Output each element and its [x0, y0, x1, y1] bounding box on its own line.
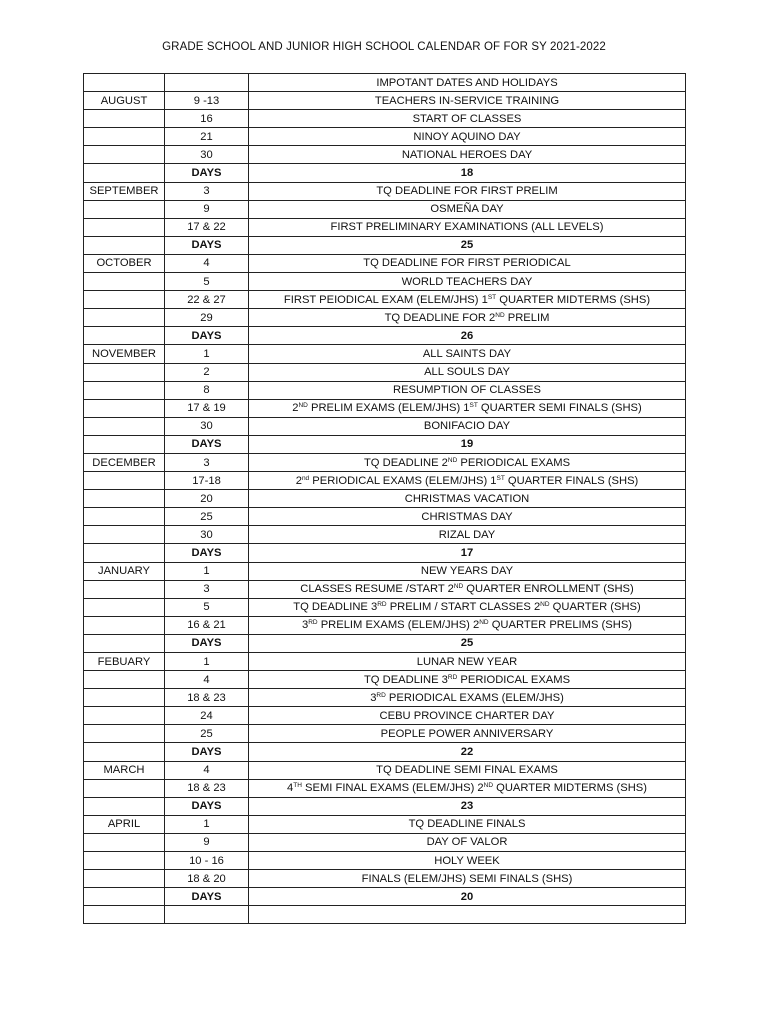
days-label-cell: DAYS	[165, 435, 249, 453]
date-cell: 21	[165, 128, 249, 146]
date-cell: 4	[165, 254, 249, 272]
month-cell	[84, 236, 165, 254]
table-row	[84, 761, 686, 779]
month-cell	[84, 707, 165, 725]
days-count-cell: 25	[249, 634, 686, 652]
table-row	[84, 779, 686, 797]
date-cell: 30	[165, 146, 249, 164]
days-total-row	[84, 797, 686, 815]
month-cell	[84, 526, 165, 544]
month-cell: APRIL	[84, 815, 165, 833]
month-cell	[84, 797, 165, 815]
event-cell: TEACHERS IN-SERVICE TRAINING	[249, 92, 686, 110]
month-cell	[84, 381, 165, 399]
event-cell: PEOPLE POWER ANNIVERSARY	[249, 725, 686, 743]
date-cell: 16 & 21	[165, 616, 249, 634]
event-text-segment: 3	[301, 619, 309, 632]
month-cell	[84, 906, 165, 924]
date-cell: 16	[165, 110, 249, 128]
days-label-cell: DAYS	[165, 164, 249, 182]
event-cell: START OF CLASSES	[249, 110, 686, 128]
month-cell	[84, 779, 165, 797]
table-row	[84, 92, 686, 110]
event-text-segment: SEMI FINAL EXAMS (ELEM/JHS) 2	[301, 782, 484, 795]
ordinal-suffix: ND	[298, 402, 308, 410]
event-text-segment: 3	[370, 691, 377, 704]
table-row	[84, 598, 686, 616]
table-row	[84, 218, 686, 236]
month-cell: FEBUARY	[84, 653, 165, 671]
table-row	[84, 562, 686, 580]
days-label-cell: DAYS	[165, 544, 249, 562]
days-total-row	[84, 888, 686, 906]
month-cell: SEPTEMBER	[84, 182, 165, 200]
date-cell: 3	[165, 453, 249, 471]
days-label-cell: DAYS	[165, 743, 249, 761]
date-cell: 30	[165, 417, 249, 435]
month-cell: OCTOBER	[84, 254, 165, 272]
month-cell	[84, 508, 165, 526]
days-total-row	[84, 327, 686, 345]
date-cell: 1	[165, 653, 249, 671]
event-cell: TQ DEADLINE FINALS	[249, 815, 686, 833]
table-row	[84, 381, 686, 399]
ordinal-suffix: TH	[293, 782, 302, 790]
event-cell	[249, 779, 686, 797]
event-cell	[249, 906, 686, 924]
ordinal-suffix: ND	[447, 456, 458, 464]
event-cell: WORLD TEACHERS DAY	[249, 273, 686, 291]
event-cell: NEW YEARS DAY	[249, 562, 686, 580]
event-cell: BONIFACIO DAY	[249, 417, 686, 435]
event-text-segment: PRELIM EXAMS (ELEM/JHS) 2	[317, 619, 480, 632]
event-text-segment: 2	[292, 402, 299, 415]
event-text-segment: QUARTER MIDTERMS (SHS)	[493, 782, 647, 795]
days-label-cell: DAYS	[165, 236, 249, 254]
date-cell: 1	[165, 345, 249, 363]
table-row	[84, 906, 686, 924]
table-row	[84, 508, 686, 526]
event-text-segment: PERIODICAL EXAMS (ELEM/JHS)	[385, 691, 564, 704]
days-total-row	[84, 164, 686, 182]
month-cell	[84, 725, 165, 743]
table-row	[84, 653, 686, 671]
table-row	[84, 309, 686, 327]
date-cell: 9	[165, 200, 249, 218]
event-text-segment: PRELIM EXAMS (ELEM/JHS) 1	[307, 402, 470, 415]
event-cell: NATIONAL HEROES DAY	[249, 146, 686, 164]
table-row	[84, 453, 686, 471]
month-cell: MARCH	[84, 761, 165, 779]
days-count-cell: 22	[249, 743, 686, 761]
event-cell	[249, 453, 686, 471]
date-cell: 4	[165, 671, 249, 689]
date-cell: 17 & 22	[165, 218, 249, 236]
event-cell: NINOY AQUINO DAY	[249, 128, 686, 146]
event-text-segment: QUARTER PRELIMS (SHS)	[488, 619, 633, 632]
event-text-segment: QUARTER FINALS (SHS)	[504, 474, 639, 487]
days-count-cell: 17	[249, 544, 686, 562]
event-text-segment: TQ DEADLINE 2	[363, 456, 448, 469]
date-cell: 18 & 23	[165, 779, 249, 797]
date-cell: 9 -13	[165, 92, 249, 110]
table-row	[84, 146, 686, 164]
event-cell: HOLY WEEK	[249, 852, 686, 870]
event-cell: CHRISTMAS DAY	[249, 508, 686, 526]
date-cell: 25	[165, 725, 249, 743]
month-cell	[84, 544, 165, 562]
event-cell: LUNAR NEW YEAR	[249, 653, 686, 671]
month-cell	[84, 743, 165, 761]
table-row	[84, 254, 686, 272]
month-cell	[84, 435, 165, 453]
ordinal-suffix: RD	[447, 673, 458, 681]
event-text-segment: QUARTER SEMI FINALS (SHS)	[477, 402, 642, 415]
event-cell	[249, 580, 686, 598]
date-cell: 5	[165, 598, 249, 616]
event-cell	[249, 472, 686, 490]
table-row	[84, 128, 686, 146]
days-count-cell: 18	[249, 164, 686, 182]
ordinal-suffix: RD	[377, 601, 387, 609]
month-cell	[84, 164, 165, 182]
month-cell	[84, 833, 165, 851]
days-count-cell: 20	[249, 888, 686, 906]
table-row	[84, 182, 686, 200]
event-cell	[249, 399, 686, 417]
days-total-row	[84, 435, 686, 453]
event-text-segment: PERIODICAL EXAMS	[457, 456, 571, 469]
days-label-cell: DAYS	[165, 327, 249, 345]
date-cell: 20	[165, 490, 249, 508]
date-cell: 30	[165, 526, 249, 544]
month-cell	[84, 472, 165, 490]
month-cell	[84, 852, 165, 870]
month-cell	[84, 218, 165, 236]
table-row	[84, 417, 686, 435]
table-row	[84, 870, 686, 888]
month-cell	[84, 363, 165, 381]
days-label-cell: DAYS	[165, 634, 249, 652]
table-row	[84, 725, 686, 743]
table-row	[84, 815, 686, 833]
month-cell: AUGUST	[84, 92, 165, 110]
month-cell	[84, 146, 165, 164]
days-label-cell: DAYS	[165, 797, 249, 815]
table-row	[84, 833, 686, 851]
event-cell: TQ DEADLINE SEMI FINAL EXAMS	[249, 761, 686, 779]
date-cell: 2	[165, 363, 249, 381]
event-text-segment: 2	[295, 474, 302, 487]
date-cell: 29	[165, 309, 249, 327]
table-row	[84, 490, 686, 508]
event-cell: RIZAL DAY	[249, 526, 686, 544]
days-label-cell: DAYS	[165, 888, 249, 906]
event-cell: CHRISTMAS VACATION	[249, 490, 686, 508]
table-row	[84, 363, 686, 381]
month-cell	[84, 399, 165, 417]
month-cell	[84, 689, 165, 707]
days-total-row	[84, 544, 686, 562]
event-cell: TQ DEADLINE FOR FIRST PRELIM	[249, 182, 686, 200]
event-text-segment: PERIODICAL EXAMS (ELEM/JHS) 1	[309, 474, 497, 487]
month-cell	[84, 200, 165, 218]
table-row	[84, 707, 686, 725]
header-row	[84, 74, 686, 92]
table-row	[84, 689, 686, 707]
month-cell: NOVEMBER	[84, 345, 165, 363]
date-cell: 1	[165, 562, 249, 580]
table-row	[84, 399, 686, 417]
event-cell: ALL SAINTS DAY	[249, 345, 686, 363]
date-cell: 5	[165, 273, 249, 291]
date-cell: 9	[165, 833, 249, 851]
header-event-cell: IMPOTANT DATES AND HOLIDAYS	[249, 74, 686, 92]
month-cell	[84, 309, 165, 327]
date-cell: 4	[165, 761, 249, 779]
ordinal-suffix: ND	[540, 601, 550, 609]
event-cell	[249, 309, 686, 327]
month-cell	[84, 671, 165, 689]
days-count-cell: 26	[249, 327, 686, 345]
ordinal-suffix: nd	[301, 474, 310, 482]
days-total-row	[84, 236, 686, 254]
date-cell: 24	[165, 707, 249, 725]
event-text-segment: TQ DEADLINE 3	[293, 601, 378, 614]
document-title: GRADE SCHOOL AND JUNIOR HIGH SCHOOL CALENDAR OF FOR SY 2021-2022	[162, 41, 606, 53]
month-cell	[84, 273, 165, 291]
ordinal-suffix: ND	[483, 782, 494, 790]
event-text-segment: FIRST PEIODICAL EXAM (ELEM/JHS) 1	[283, 293, 488, 306]
date-cell: 17-18	[165, 472, 249, 490]
date-cell: 22 & 27	[165, 291, 249, 309]
month-cell	[84, 128, 165, 146]
month-cell	[84, 417, 165, 435]
days-total-row	[84, 743, 686, 761]
table-row	[84, 200, 686, 218]
header-month-cell	[84, 74, 165, 92]
ordinal-suffix: ST	[487, 293, 497, 301]
event-cell: CEBU PROVINCE CHARTER DAY	[249, 707, 686, 725]
days-count-cell: 25	[249, 236, 686, 254]
calendar-table	[83, 73, 686, 924]
month-cell	[84, 580, 165, 598]
table-row	[84, 273, 686, 291]
date-cell	[165, 906, 249, 924]
month-cell	[84, 327, 165, 345]
month-cell	[84, 870, 165, 888]
table-row	[84, 345, 686, 363]
event-cell	[249, 689, 686, 707]
event-cell	[249, 598, 686, 616]
month-cell	[84, 110, 165, 128]
calendar-body	[84, 74, 686, 924]
header-date-cell	[165, 74, 249, 92]
date-cell: 8	[165, 381, 249, 399]
event-text-segment: TQ DEADLINE FOR 2	[384, 311, 496, 324]
date-cell: 18 & 23	[165, 689, 249, 707]
table-row	[84, 291, 686, 309]
days-total-row	[84, 634, 686, 652]
date-cell: 3	[165, 580, 249, 598]
event-cell: FIRST PRELIMINARY EXAMINATIONS (ALL LEVELS)	[249, 218, 686, 236]
event-cell	[249, 616, 686, 634]
month-cell	[84, 888, 165, 906]
month-cell	[84, 616, 165, 634]
event-cell	[249, 671, 686, 689]
event-text-segment: QUARTER (SHS)	[549, 601, 641, 614]
event-text-segment: CLASSES RESUME /START 2	[300, 583, 454, 596]
date-cell: 10 - 16	[165, 852, 249, 870]
days-count-cell: 19	[249, 435, 686, 453]
ordinal-suffix: ND	[453, 583, 464, 591]
event-text-segment: PRELIM	[504, 311, 550, 324]
month-cell	[84, 598, 165, 616]
table-row	[84, 580, 686, 598]
ordinal-suffix: ND	[495, 311, 505, 319]
date-cell: 18 & 20	[165, 870, 249, 888]
event-text-segment: TQ DEADLINE 3	[363, 673, 448, 686]
month-cell	[84, 291, 165, 309]
table-row	[84, 110, 686, 128]
month-cell	[84, 490, 165, 508]
table-row	[84, 472, 686, 490]
date-cell: 25	[165, 508, 249, 526]
ordinal-suffix: ST	[496, 474, 505, 482]
event-cell: FINALS (ELEM/JHS) SEMI FINALS (SHS)	[249, 870, 686, 888]
event-text-segment: 4	[287, 782, 294, 795]
date-cell: 3	[165, 182, 249, 200]
event-cell: RESUMPTION OF CLASSES	[249, 381, 686, 399]
ordinal-suffix: RD	[308, 619, 318, 627]
event-cell	[249, 291, 686, 309]
month-cell	[84, 634, 165, 652]
event-text-segment: PERIODICAL EXAMS	[457, 673, 571, 686]
event-cell: ALL SOULS DAY	[249, 363, 686, 381]
ordinal-suffix: RD	[376, 691, 386, 699]
month-cell: JANUARY	[84, 562, 165, 580]
month-cell: DECEMBER	[84, 453, 165, 471]
event-text-segment: QUARTER MIDTERMS (SHS)	[496, 293, 651, 306]
event-text-segment: PRELIM / START CLASSES 2	[386, 601, 541, 614]
ordinal-suffix: ND	[479, 619, 489, 627]
days-count-cell: 23	[249, 797, 686, 815]
event-text-segment: QUARTER ENROLLMENT (SHS)	[463, 583, 634, 596]
event-cell: OSMEÑA DAY	[249, 200, 686, 218]
date-cell: 1	[165, 815, 249, 833]
event-cell: DAY OF VALOR	[249, 833, 686, 851]
table-row	[84, 526, 686, 544]
table-row	[84, 671, 686, 689]
date-cell: 17 & 19	[165, 399, 249, 417]
table-row	[84, 852, 686, 870]
ordinal-suffix: ST	[469, 402, 478, 410]
event-cell: TQ DEADLINE FOR FIRST PERIODICAL	[249, 254, 686, 272]
table-row	[84, 616, 686, 634]
